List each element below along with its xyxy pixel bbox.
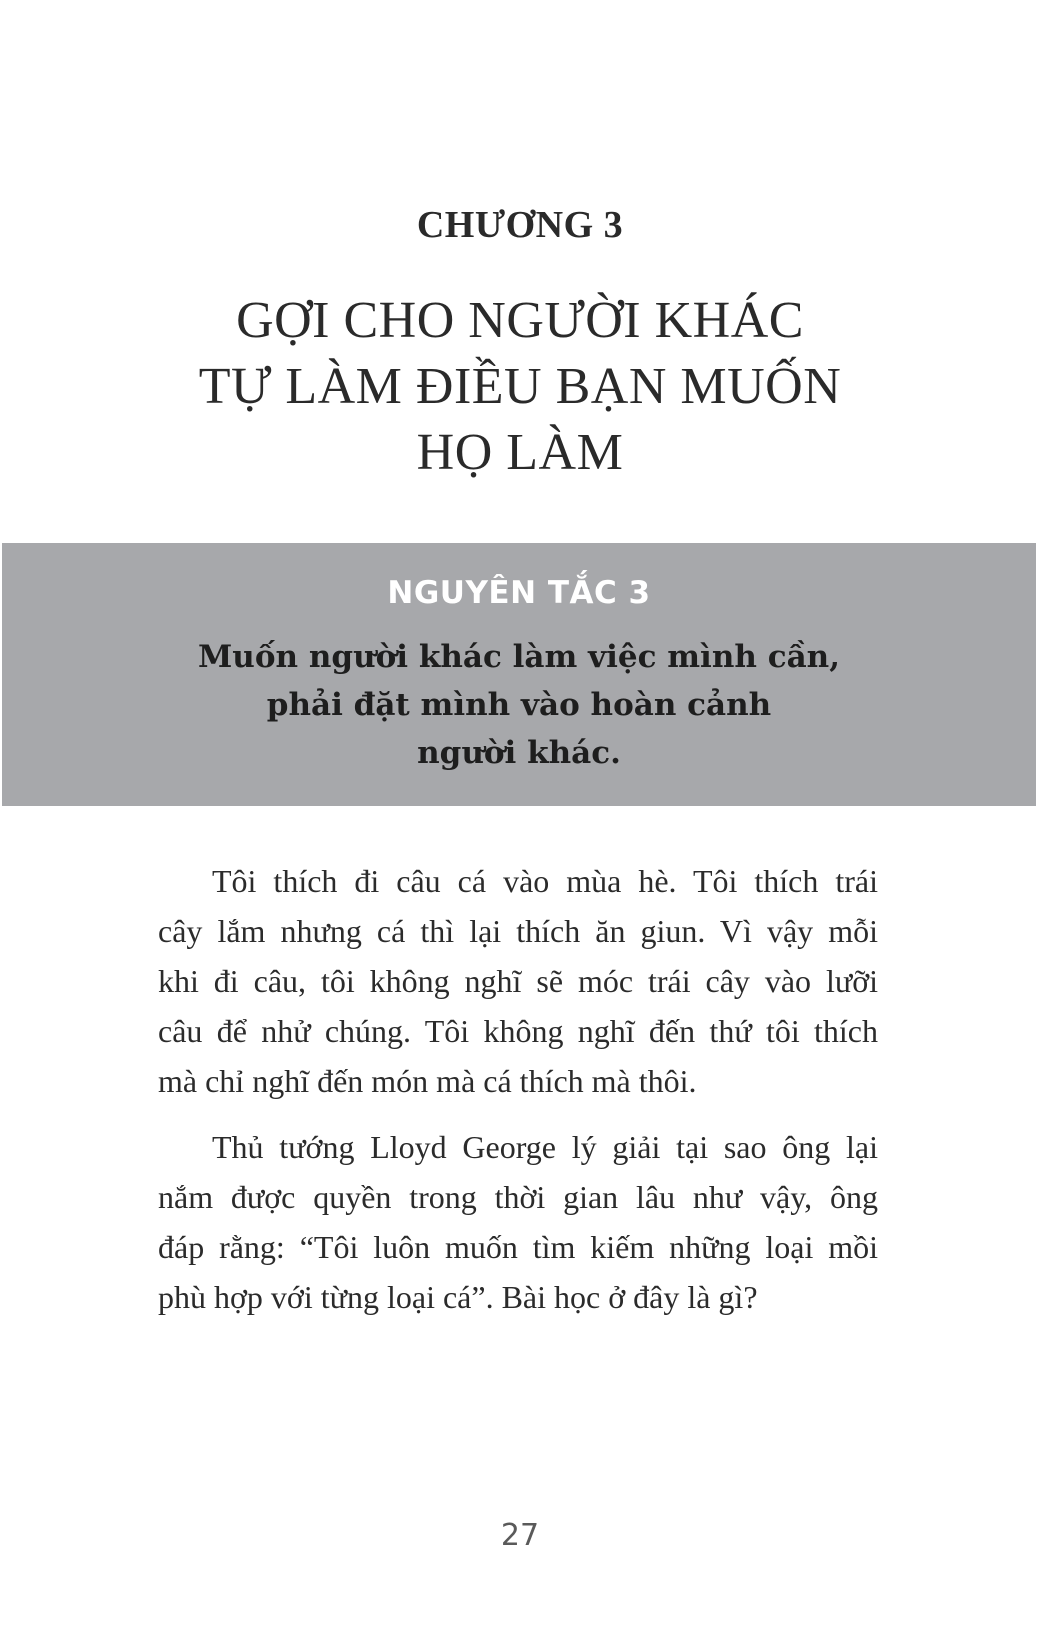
paragraph	[158, 856, 878, 1106]
paragraph-line: cây lắm nhưng cá thì lại thích ăn giun. Vì vậy mỗi	[158, 913, 878, 949]
paragraph-line: mà chỉ nghĩ đến món mà cá thích mà thôi.	[158, 1063, 697, 1099]
principle-box	[2, 543, 1036, 806]
paragraph-line: khi đi câu, tôi không nghĩ sẽ móc trái cây vào lưỡi	[158, 963, 878, 999]
paragraph-line: nắm được quyền trong thời gian lâu như vậy, ông	[158, 1179, 878, 1215]
chapter-title-line: GỢI CHO NGƯỜI KHÁC	[236, 292, 804, 349]
chapter-title-line: TỰ LÀM ĐIỀU BẠN MUỐN	[198, 358, 842, 415]
paragraph-line: phù hợp với từng loại cá”. Bài học ở đây là gì?	[158, 1279, 758, 1315]
chapter-title	[0, 288, 1040, 486]
paragraph	[158, 1122, 878, 1322]
principle-text-line: Muốn người khác làm việc mình cần,	[197, 639, 840, 675]
paragraph-line: đáp rằng: “Tôi luôn muốn tìm kiếm những loại mồi	[158, 1229, 878, 1265]
paragraph-line: câu để nhử chúng. Tôi không nghĩ đến thứ tôi thích	[158, 1013, 878, 1049]
paragraph-line: Tôi thích đi câu cá vào mùa hè. Tôi thích trái	[212, 863, 878, 899]
principle-text-line: phải đặt mình vào hoàn cảnh	[266, 687, 772, 723]
chapter-label: CHƯƠNG 3	[416, 204, 624, 246]
principle-label: NGUYÊN TẮC 3	[387, 575, 651, 611]
body-text	[158, 856, 878, 1338]
principle-text	[2, 633, 1036, 777]
paragraph-line: Thủ tướng Lloyd George lý giải tại sao ông lại	[212, 1129, 878, 1165]
page-number: 27	[500, 1518, 540, 1553]
chapter-title-line: HỌ LÀM	[416, 424, 624, 481]
principle-text-line: người khác.	[417, 735, 621, 771]
